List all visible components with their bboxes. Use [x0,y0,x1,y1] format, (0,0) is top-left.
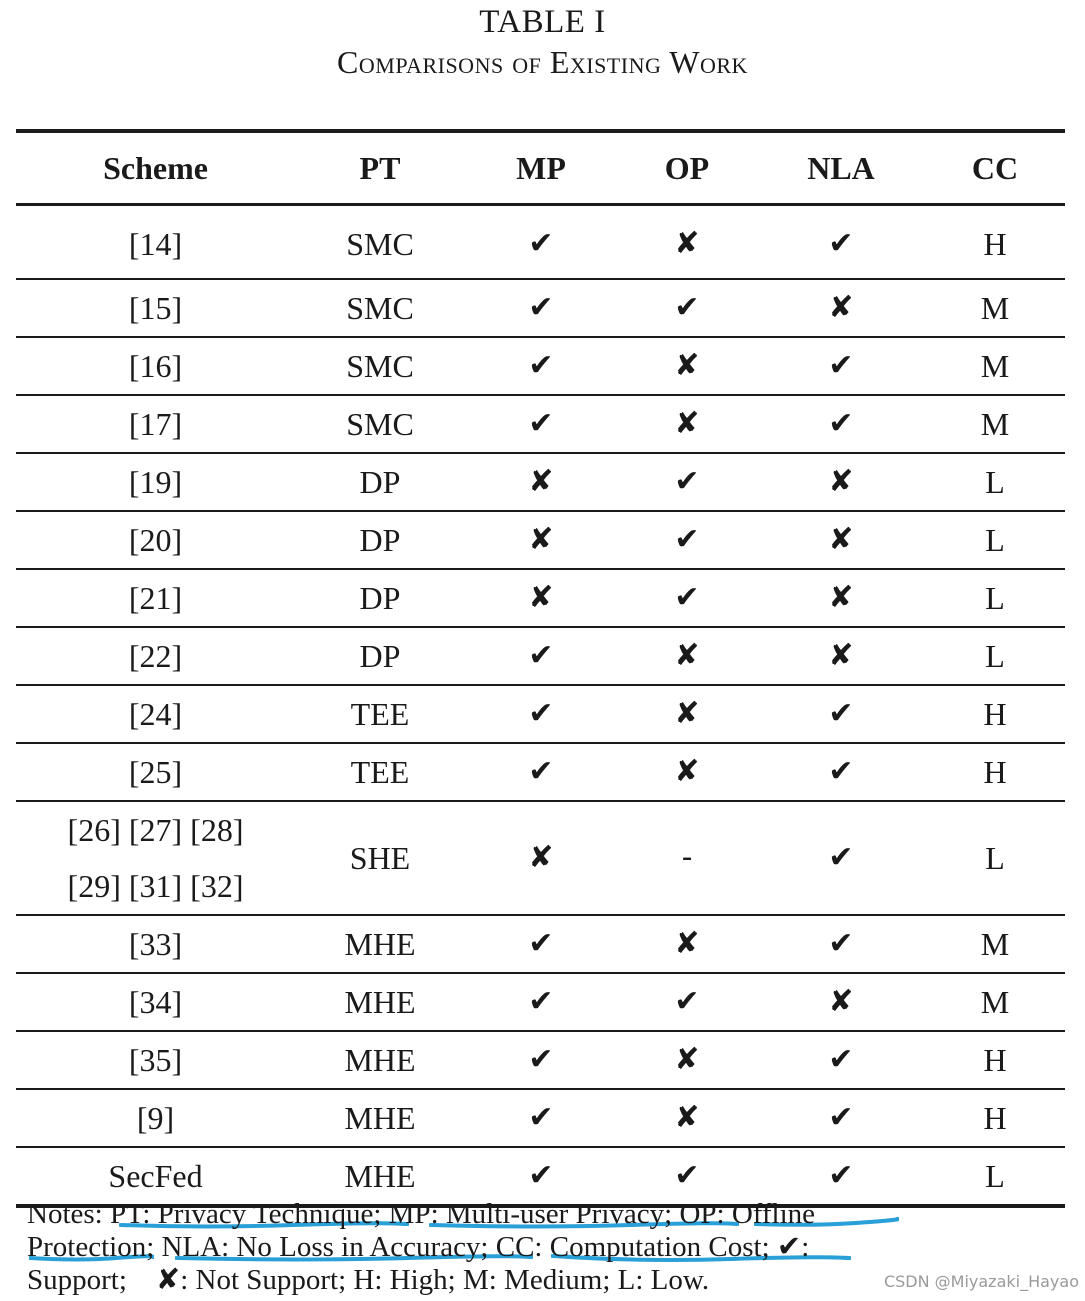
cell-op: ✔ [674,580,700,615]
cell-scheme [16,801,295,915]
scheme-ref: [9] [136,1100,175,1136]
cell-cc: L [985,840,1005,876]
cell-cc: M [980,984,1010,1020]
cell-op: ✔ [674,464,700,499]
header-mp: MP [516,149,566,186]
cell-pt: DP [359,638,401,674]
notes-line-2: Protection; NLA: No Loss in Accuracy; CC: Computation Cost; ✔: [27,1231,810,1263]
scheme-ref: [26] [27] [28] [67,812,244,848]
cell-pt: TEE [350,696,410,732]
cell-cc: L [985,464,1005,500]
cell-pt: TEE [350,754,410,790]
cell-pt: SMC [346,226,414,262]
notes-line-1: Notes: PT: Privacy Technique; MP: Multi-user Privacy; OP: Offline [27,1198,816,1230]
cell-cc: H [983,754,1007,790]
cell-op: ✘ [674,406,700,441]
cell-pt: MHE [344,984,416,1020]
header-cc: CC [971,149,1019,186]
table-row [16,1031,1065,1089]
cell-cc: H [983,1100,1007,1136]
cell-cc: L [985,580,1005,616]
cell-scheme [16,1031,295,1089]
scheme-ref: [16] [128,348,183,384]
cell-mp: ✔ [528,926,554,961]
cell-mp: ✔ [528,696,554,731]
cell-scheme [16,511,295,569]
cell-nla: ✘ [828,580,854,615]
cell-op: ✘ [674,926,700,961]
cell-pt: DP [359,580,401,616]
cell-nla: ✔ [828,226,854,261]
cell-nla: ✔ [828,926,854,961]
scheme-ref: [34] [128,984,183,1020]
scheme-ref: [19] [128,464,183,500]
scheme-ref: [21] [128,580,183,616]
cell-cc: M [980,290,1010,326]
scheme-ref: [17] [128,406,183,442]
cell-op: ✘ [674,226,700,261]
cell-scheme [16,915,295,973]
cell-op: ✘ [674,754,700,789]
scheme-ref: [33] [128,926,183,962]
table-row [16,453,1065,511]
scheme-ref: [24] [128,696,183,732]
header-nla: NLA [807,149,875,186]
cell-op: ✔ [674,290,700,325]
cell-cc: L [985,522,1005,558]
cell-nla: ✔ [828,1158,854,1193]
comparison-table [16,129,1065,1208]
cell-pt: MHE [344,1100,416,1136]
header-pt: PT [359,149,401,186]
header-row [16,131,1065,205]
cell-cc: M [980,348,1010,384]
cell-nla: ✘ [828,290,854,325]
cell-nla: ✔ [828,1042,854,1077]
cell-mp: ✔ [528,1100,554,1135]
cell-mp: ✘ [528,522,554,557]
table-row [16,511,1065,569]
table-row [16,743,1065,801]
cell-mp: ✔ [528,1042,554,1077]
table-row [16,685,1065,743]
cell-op: ✘ [674,696,700,731]
table-row [16,973,1065,1031]
cell-scheme [16,973,295,1031]
header-op: OP [664,149,710,186]
cell-nla: ✔ [828,754,854,789]
cell-nla: ✘ [828,638,854,673]
cell-op: ✔ [674,1158,700,1193]
scheme-ref: [15] [128,290,183,326]
cell-op: ✘ [674,348,700,383]
cell-mp: ✔ [528,348,554,383]
cell-scheme [16,395,295,453]
scheme-ref: [20] [128,522,183,558]
cell-mp: ✔ [528,638,554,673]
cell-nla: ✘ [828,984,854,1019]
cell-pt: SHE [349,840,411,876]
cell-nla: ✔ [828,1100,854,1135]
cell-pt: MHE [344,1158,416,1194]
cell-op: ✘ [674,638,700,673]
cell-nla: ✔ [828,840,854,875]
scheme-ref: [35] [128,1042,183,1078]
cell-pt: MHE [344,926,416,962]
table-header [16,131,1065,205]
cell-nla: ✔ [828,348,854,383]
cell-pt: SMC [346,290,414,326]
cell-mp: ✘ [528,840,554,875]
cell-scheme [16,627,295,685]
cell-mp: ✔ [528,290,554,325]
cell-mp: ✔ [528,406,554,441]
cell-op: ✔ [674,984,700,1019]
table-row [16,569,1065,627]
cell-pt: MHE [344,1042,416,1078]
cell-cc: M [980,926,1010,962]
cell-nla: ✘ [828,522,854,557]
cell-mp: ✘ [528,580,554,615]
table-row [16,395,1065,453]
cell-scheme [16,685,295,743]
cell-pt: DP [359,522,401,558]
cell-cc: L [985,638,1005,674]
cell-scheme [16,337,295,395]
table-label: TABLE I [479,4,606,40]
cell-mp: ✔ [528,226,554,261]
table-row [16,279,1065,337]
scheme-ref: [29] [31] [32] [67,868,244,904]
table-row [16,801,1065,915]
cell-mp: ✘ [528,464,554,499]
cell-pt: SMC [346,348,414,384]
cell-scheme [16,743,295,801]
scheme-ref: SecFed [108,1158,203,1194]
cell-nla: ✔ [828,696,854,731]
cell-scheme [16,453,295,511]
table-row [16,205,1065,280]
cell-scheme [16,569,295,627]
cell-op: - [681,840,693,875]
cell-op: ✘ [674,1042,700,1077]
cell-nla: ✘ [828,464,854,499]
cell-scheme [16,205,295,280]
table-caption: Comparisons of Existing Work [337,44,748,80]
cell-cc: M [980,406,1010,442]
cell-scheme [16,1089,295,1147]
cell-cc: L [985,1158,1005,1194]
cell-mp: ✔ [528,984,554,1019]
cell-pt: SMC [346,406,414,442]
scheme-ref: [22] [128,638,183,674]
scheme-ref: [25] [128,754,183,790]
cell-scheme [16,279,295,337]
cell-nla: ✔ [828,406,854,441]
cell-cc: H [983,696,1007,732]
scheme-ref: [14] [128,226,183,262]
cell-mp: ✔ [528,754,554,789]
cell-op: ✘ [674,1100,700,1135]
table-body [16,205,1065,1207]
table-row [16,627,1065,685]
table-row [16,337,1065,395]
table-row [16,1089,1065,1147]
watermark: CSDN @Miyazaki_Hayao [883,1272,1079,1291]
cell-cc: H [983,1042,1007,1078]
table-row [16,915,1065,973]
cell-mp: ✔ [528,1158,554,1193]
notes-line-3: Support; ✘: Not Support; H: High; M: Medium; L: Low. [27,1264,710,1296]
cell-op: ✔ [674,522,700,557]
header-scheme: Scheme [103,149,208,186]
cell-pt: DP [359,464,401,500]
cell-cc: H [983,226,1007,262]
